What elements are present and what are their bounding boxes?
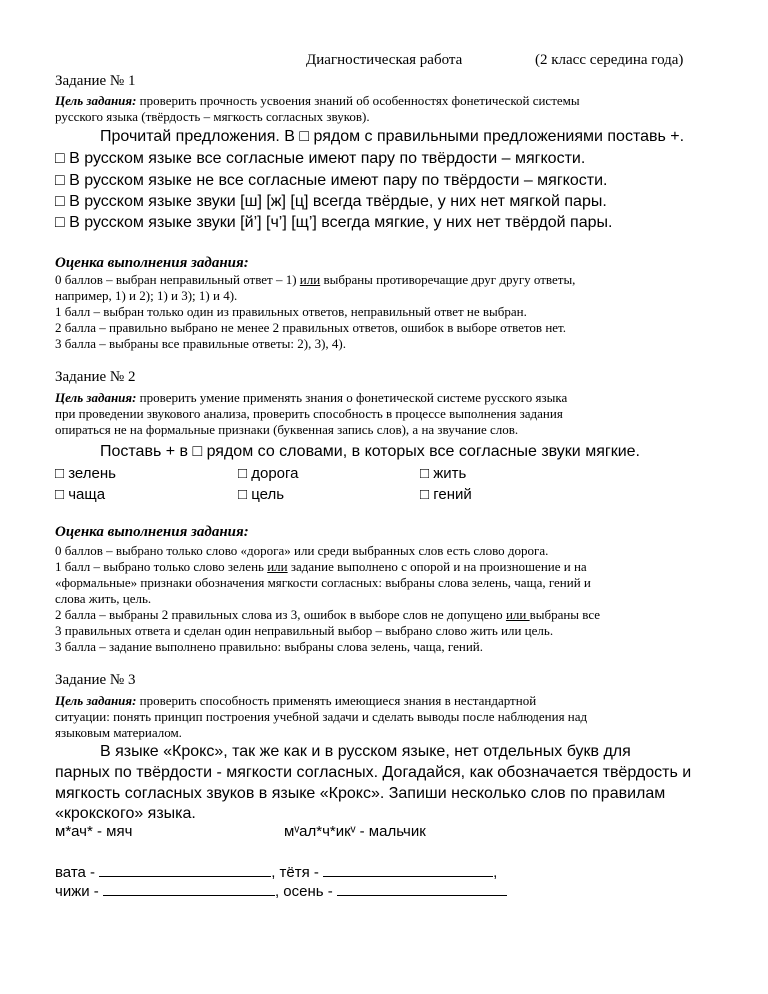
task3-vata-blank[interactable] [99, 862, 271, 877]
task3-osen-blank[interactable] [337, 881, 507, 896]
task1-eval-line-1: 0 баллов – выбран неправильный ответ – 1) или выбраны противоречащие друг другу ответы, [55, 272, 576, 287]
task2-word-chashcha[interactable]: □ чаща [55, 486, 106, 503]
task3-example-malchik: мᵛал*ч*икᵛ - мальчик [284, 823, 426, 840]
task2-eval-line-1: 0 баллов – выбрано только слово «дорога» или среди выбранных слов есть слово дорога. [55, 543, 549, 558]
task2-word-tsel[interactable]: □ цель [238, 486, 285, 503]
task2-word-geniy[interactable]: □ гений [420, 486, 472, 503]
task2-word-doroga[interactable]: □ дорога [238, 465, 299, 482]
task1-option-2[interactable]: □ В русском языке не все согласные имеют пару по твёрдости – мягкости. [55, 172, 608, 189]
task2-goal-line-2: при проведении звукового анализа, проверить способность в процессе выполнения задания [55, 406, 563, 421]
task1-eval-line-2: например, 1) и 2); 1) и 3); 1) и 4). [55, 288, 238, 303]
task1-eval-line-4: 2 балла – правильно выбрано не менее 2 правильных ответов, ошибок в выборе ответов нет. [55, 320, 567, 335]
task1-goal-label: Цель задания: [55, 93, 137, 108]
task3-text-line-2: парных по твёрдости - мягкости согласных. Догадайся, как обозначается твёрдость и [55, 764, 692, 781]
task3-goal-line-2: ситуации: понять принцип построения учебной задачи и сделать выводы после наблюдения над [55, 709, 588, 724]
task1-option-1[interactable]: □ В русском языке все согласные имеют пару по твёрдости – мягкости. [55, 150, 586, 167]
task3-vata-label: вата - [55, 864, 100, 881]
task3-text-line-3: мягкость согласных звуков в языке «Крокс». Запиши несколько слов по правилам [55, 785, 666, 802]
task2-word-zhit[interactable]: □ жить [420, 465, 467, 482]
task2-eval-line-6: 3 правильных ответа и сделан один неправильный выбор – выбрано слово жить или цель. [55, 623, 554, 638]
task3-text-line-4: «крокского» языка. [55, 805, 196, 822]
task3-answer-row-2 [55, 881, 507, 900]
task3-tyotya-blank[interactable] [323, 862, 493, 877]
document-title: Диагностическая работа [306, 52, 463, 68]
task3-heading: Задание № 3 [55, 672, 136, 688]
task2-instruction: Поставь + в □ рядом со словами, в которых все согласные звуки мягкие. [100, 443, 640, 460]
task2-eval-line-4: слова жить, цель. [55, 591, 152, 606]
task3-text-line-1: В языке «Крокс», так же как и в русском языке, нет отдельных букв для [100, 743, 631, 760]
task1-heading: Задание № 1 [55, 73, 136, 89]
task1-goal-line-2: русского языка (твёрдость – мягкость согласных звуков). [55, 109, 370, 124]
grade-label: (2 класс середина года) [535, 52, 684, 68]
task3-goal-line-3: языковым материалом. [55, 725, 182, 740]
task3-row1-comma: , [493, 864, 498, 881]
task1-option-3[interactable]: □ В русском языке звуки [ш] [ж] [ц] всегда твёрдые, у них нет мягкой пары. [55, 193, 607, 210]
task1-eval-title: Оценка выполнения задания: [55, 255, 249, 271]
task1-instruction: Прочитай предложения. В □ рядом с правильными предложениями поставь +. [100, 128, 685, 145]
task3-example-myach: м*ач* - мяч [55, 823, 133, 840]
task3-osen-label: , осень - [274, 883, 337, 900]
task3-goal-line-1: Цель задания: проверить способность применять имеющиеся знания в нестандартной [55, 693, 537, 708]
task1-goal-text: проверить прочность усвоения знаний об особенностях фонетической системы [136, 93, 580, 108]
task2-eval-title: Оценка выполнения задания: [55, 524, 249, 540]
task2-eval-line-7: 3 балла – задание выполнено правильно: выбраны слова зелень, чаща, гений. [55, 639, 483, 654]
task3-answer-row-1 [55, 862, 497, 881]
task3-tyotya-label: , тётя - [271, 864, 324, 881]
task2-word-zelen[interactable]: □ зелень [55, 465, 116, 482]
task3-chizhi-label: чижи - [55, 883, 103, 900]
task1-option-4[interactable]: □ В русском языке звуки [й’] [ч’] [щ’] всегда мягкие, у них нет твёрдой пары. [55, 214, 613, 231]
task2-eval-line-3: «формальные» признаки обозначения мягкости согласных: выбраны слова зелень, чаща, гений и [55, 575, 591, 590]
task1-goal-line-1 [55, 93, 580, 109]
task2-eval-line-5: 2 балла – выбраны 2 правильных слова из 3, ошибок в выборе слов не допущено или выбраны все [55, 607, 601, 622]
task2-goal-line-3: опираться не на формальные признаки (буквенная запись слов), а на звучание слов. [55, 422, 519, 437]
task1-eval-line-3: 1 балл – выбран только один из правильных ответов, неправильный ответ не выбран. [55, 304, 527, 319]
task2-eval-line-2: 1 балл – выбрано только слово зелень или задание выполнено с опорой и на произношение и на [55, 559, 587, 574]
task3-chizhi-blank[interactable] [103, 881, 275, 896]
task1-eval-line-5: 3 балла – выбраны все правильные ответы: 2), 3), 4). [55, 336, 347, 351]
task2-goal-line-1: Цель задания: проверить умение применять знания о фонетической системе русского языка [55, 390, 568, 405]
task2-heading: Задание № 2 [55, 369, 136, 385]
